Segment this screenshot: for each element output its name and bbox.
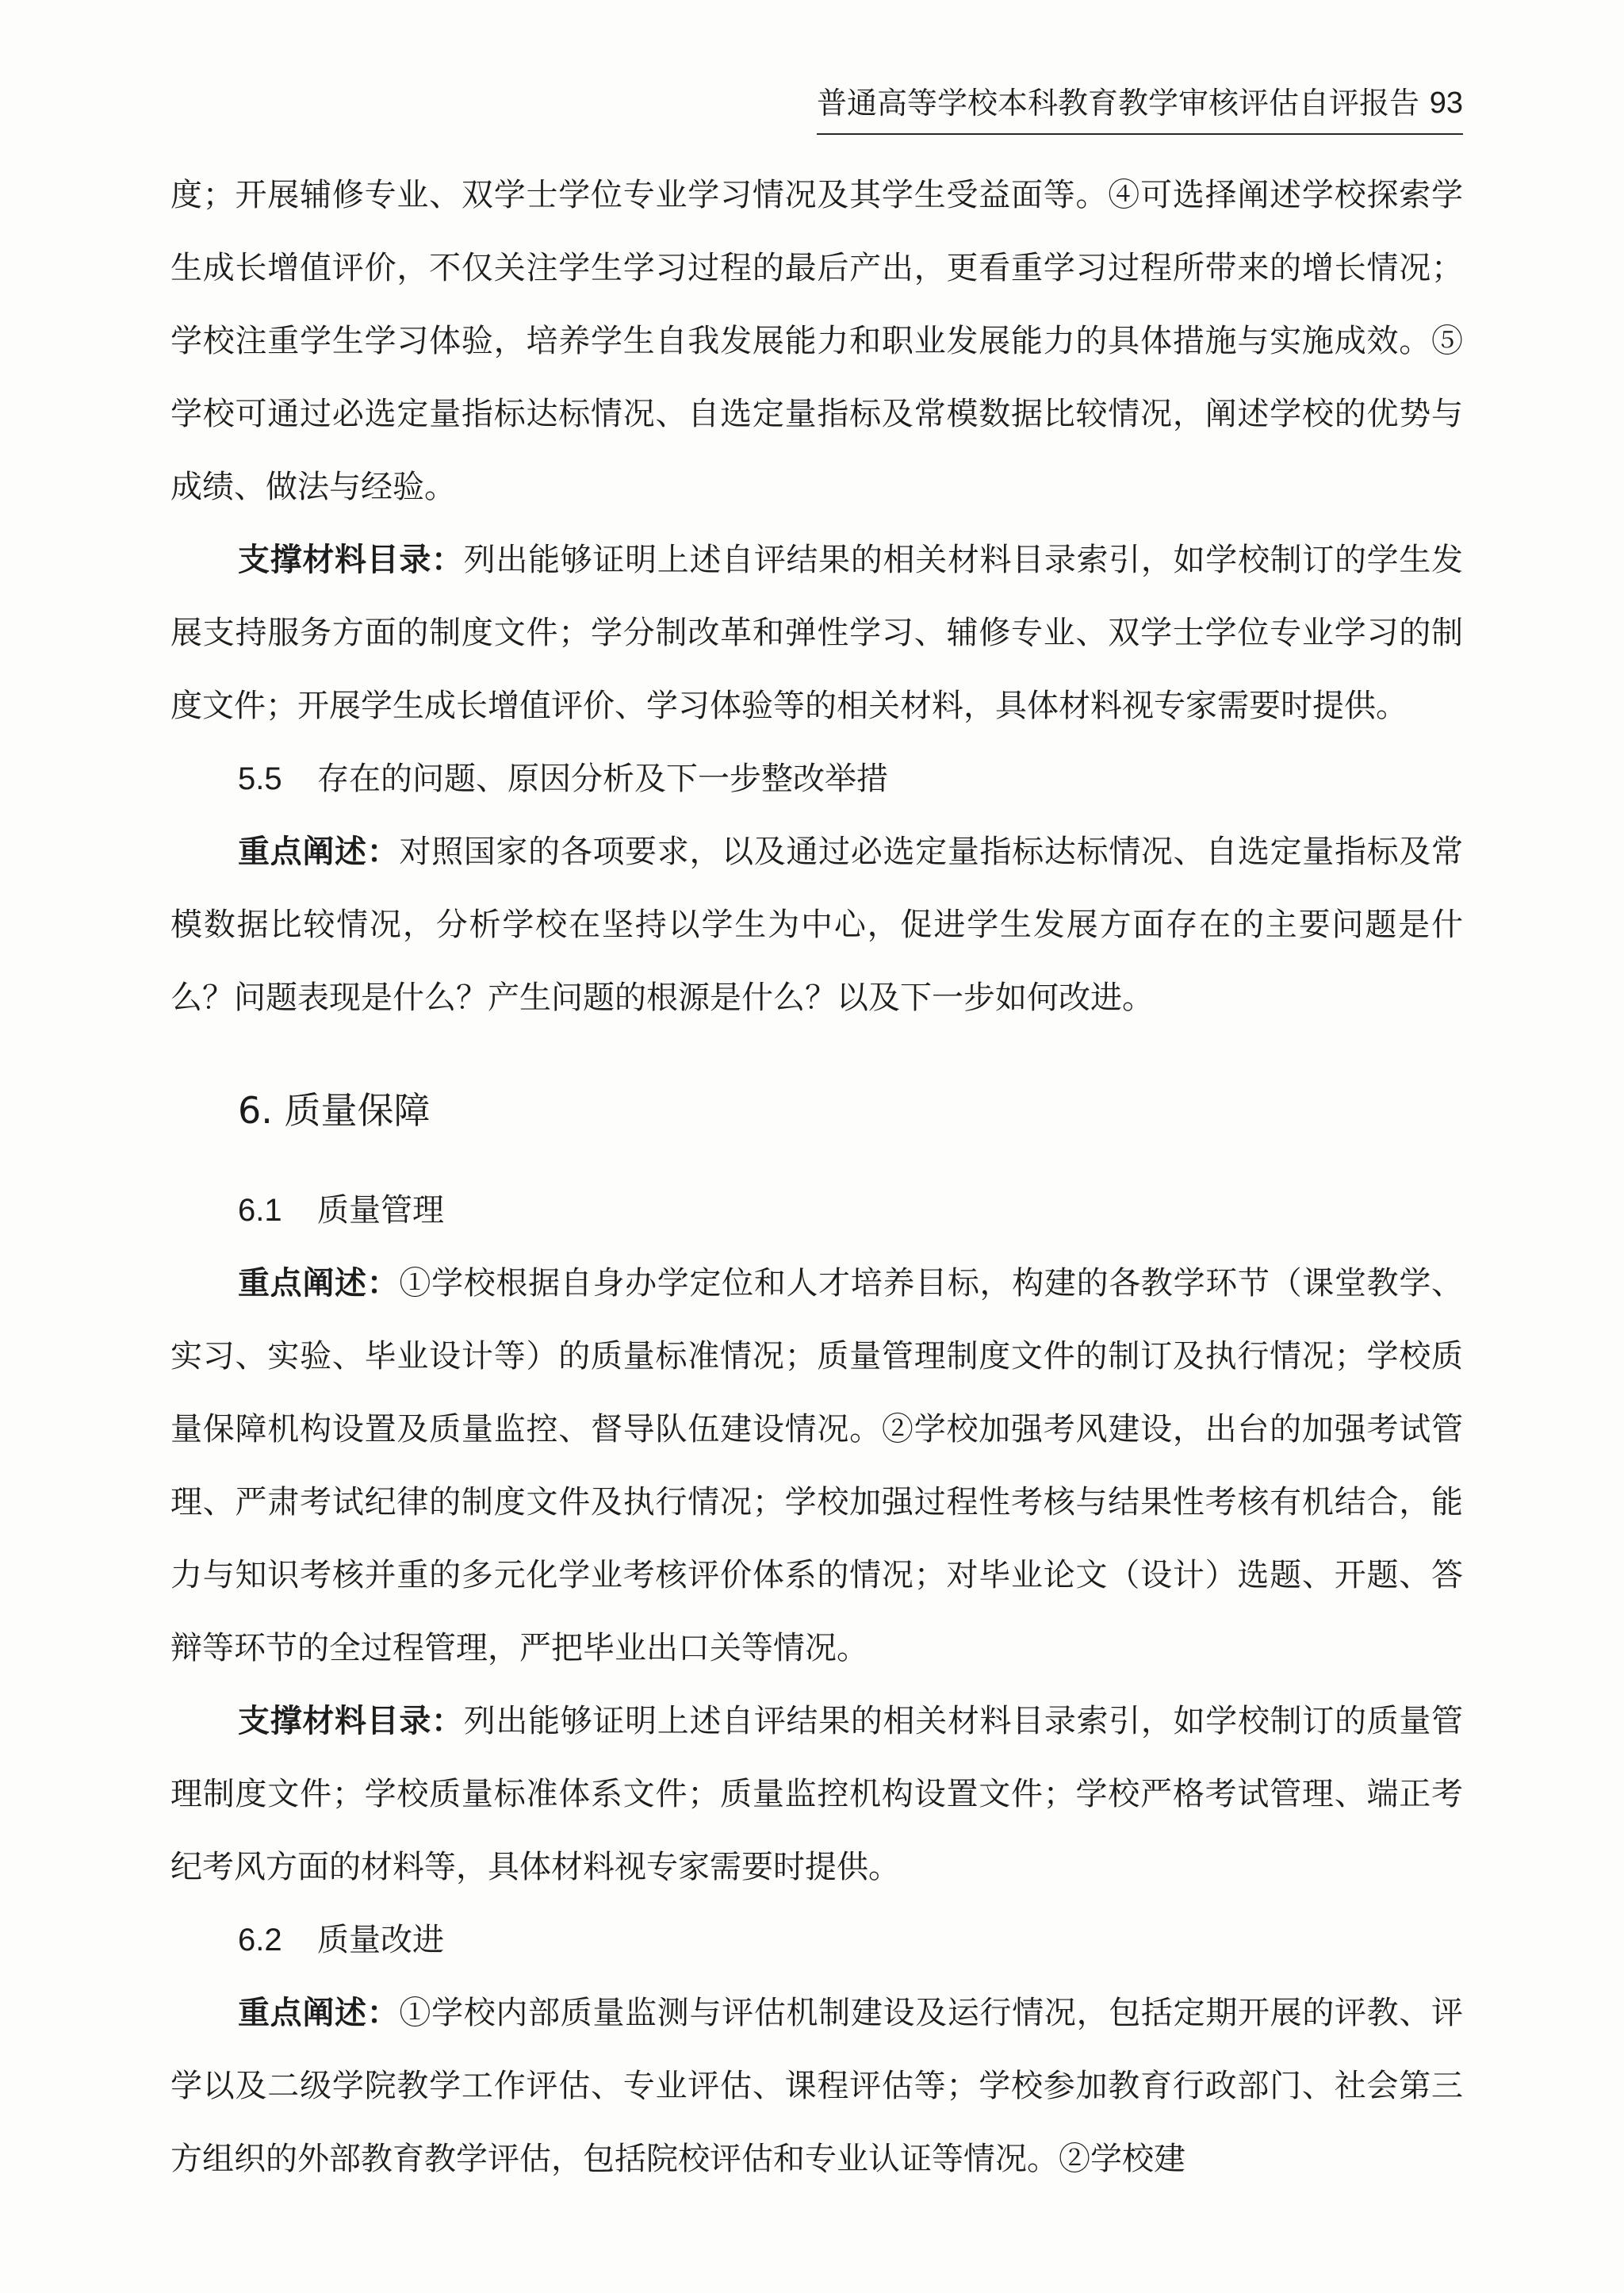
- paragraph-lead: 重点阐述：: [238, 1265, 400, 1302]
- header-rule: [817, 133, 1463, 135]
- section-number: 6.2: [238, 1923, 282, 1957]
- paragraph-continued: [170, 159, 1463, 523]
- paragraph-key-points: [170, 815, 1463, 1034]
- section-number: 5.5: [238, 761, 282, 796]
- paragraph-text: 列出能够证明上述自评结果的相关材料目录索引，如学校制订的质量管理制度文件；学校质量标准体系文件；质量监控机构设置文件；学校严格考试管理、端正考纪考风方面的材料等，具体材料视专家需要时提供。: [170, 1703, 1464, 1885]
- paragraph-lead: 支撑材料目录：: [238, 542, 464, 578]
- section-number: 6.1: [238, 1193, 282, 1228]
- body-text: [170, 159, 1463, 2195]
- paragraph-lead: 重点阐述：: [238, 1995, 400, 2031]
- paragraph-key-points: [170, 1247, 1463, 1685]
- paragraph-text: 对照国家的各项要求，以及通过必选定量指标达标情况、自选定量指标及常模数据比较情况，分析学校在坚持以学生为中心，促进学生发展方面存在的主要问题是什么？问题表现是什么？产生问题的根源是什么？以及下一步如何改进。: [170, 834, 1464, 1016]
- header-title: 普通高等学校本科教育教学审核评估自评报告: [817, 86, 1420, 121]
- paragraph-text: ①学校根据自身办学定位和人才培养目标，构建的各教学环节（课堂教学、实习、实验、毕业设计等）的质量标准情况；质量管理制度文件的制订及执行情况；学校质量保障机构设置及质量监控、督导队伍建设情况。②学校加强考风建设，出台的加强考试管理、严肃考试纪律的制度文件及执行情况；学校加强过程性考核与结果性考核有机结合，能力与知识考核并重的多元化学业考核评价体系的情况；对毕业论文（设计）选题、开题、答辩等环节的全过程管理，严把毕业出口关等情况。: [170, 1265, 1464, 1666]
- section-heading-6-1: [170, 1174, 1463, 1247]
- running-header: [817, 79, 1463, 127]
- page-number: 93: [1429, 86, 1463, 120]
- section-title: 存在的问题、原因分析及下一步整改举措: [317, 761, 888, 797]
- paragraph-lead: 支撑材料目录：: [238, 1703, 464, 1739]
- paragraph-supporting-materials: [170, 523, 1463, 742]
- section-heading-6-2: [170, 1904, 1463, 1977]
- chapter-heading-6: 6. 质量保障: [238, 1089, 431, 1132]
- paragraph-key-points: [170, 1977, 1463, 2195]
- section-heading-5-5: [170, 742, 1463, 815]
- paragraph-text: 度；开展辅修专业、双学士学位专业学习情况及其学生受益面等。④可选择阐述学校探索学生成长增值评价，不仅关注学生学习过程的最后产出，更看重学习过程所带来的增长情况；学校注重学生学习体验，培养学生自我发展能力和职业发展能力的具体措施与实施成效。⑤学校可通过必选定量指标达标情况、自选定量指标及常模数据比较情况，阐述学校的优势与成绩、做法与经验。: [170, 177, 1463, 505]
- section-title: 质量管理: [317, 1192, 444, 1229]
- paragraph-lead: 重点阐述：: [238, 834, 400, 870]
- paragraph-text: 列出能够证明上述自评结果的相关材料目录索引，如学校制订的学生发展支持服务方面的制度文件；学分制改革和弹性学习、辅修专业、双学士学位专业学习的制度文件；开展学生成长增值评价、学习体验等的相关材料，具体材料视专家需要时提供。: [170, 542, 1464, 724]
- paragraph-supporting-materials: [170, 1685, 1463, 1904]
- paragraph-text: ①学校内部质量监测与评估机制建设及运行情况，包括定期开展的评教、评学以及二级学院教学工作评估、专业评估、课程评估等；学校参加教育行政部门、社会第三方组织的外部教育教学评估，包括院校评估和专业认证等情况。②学校建: [170, 1995, 1464, 2177]
- section-title: 质量改进: [317, 1922, 444, 1958]
